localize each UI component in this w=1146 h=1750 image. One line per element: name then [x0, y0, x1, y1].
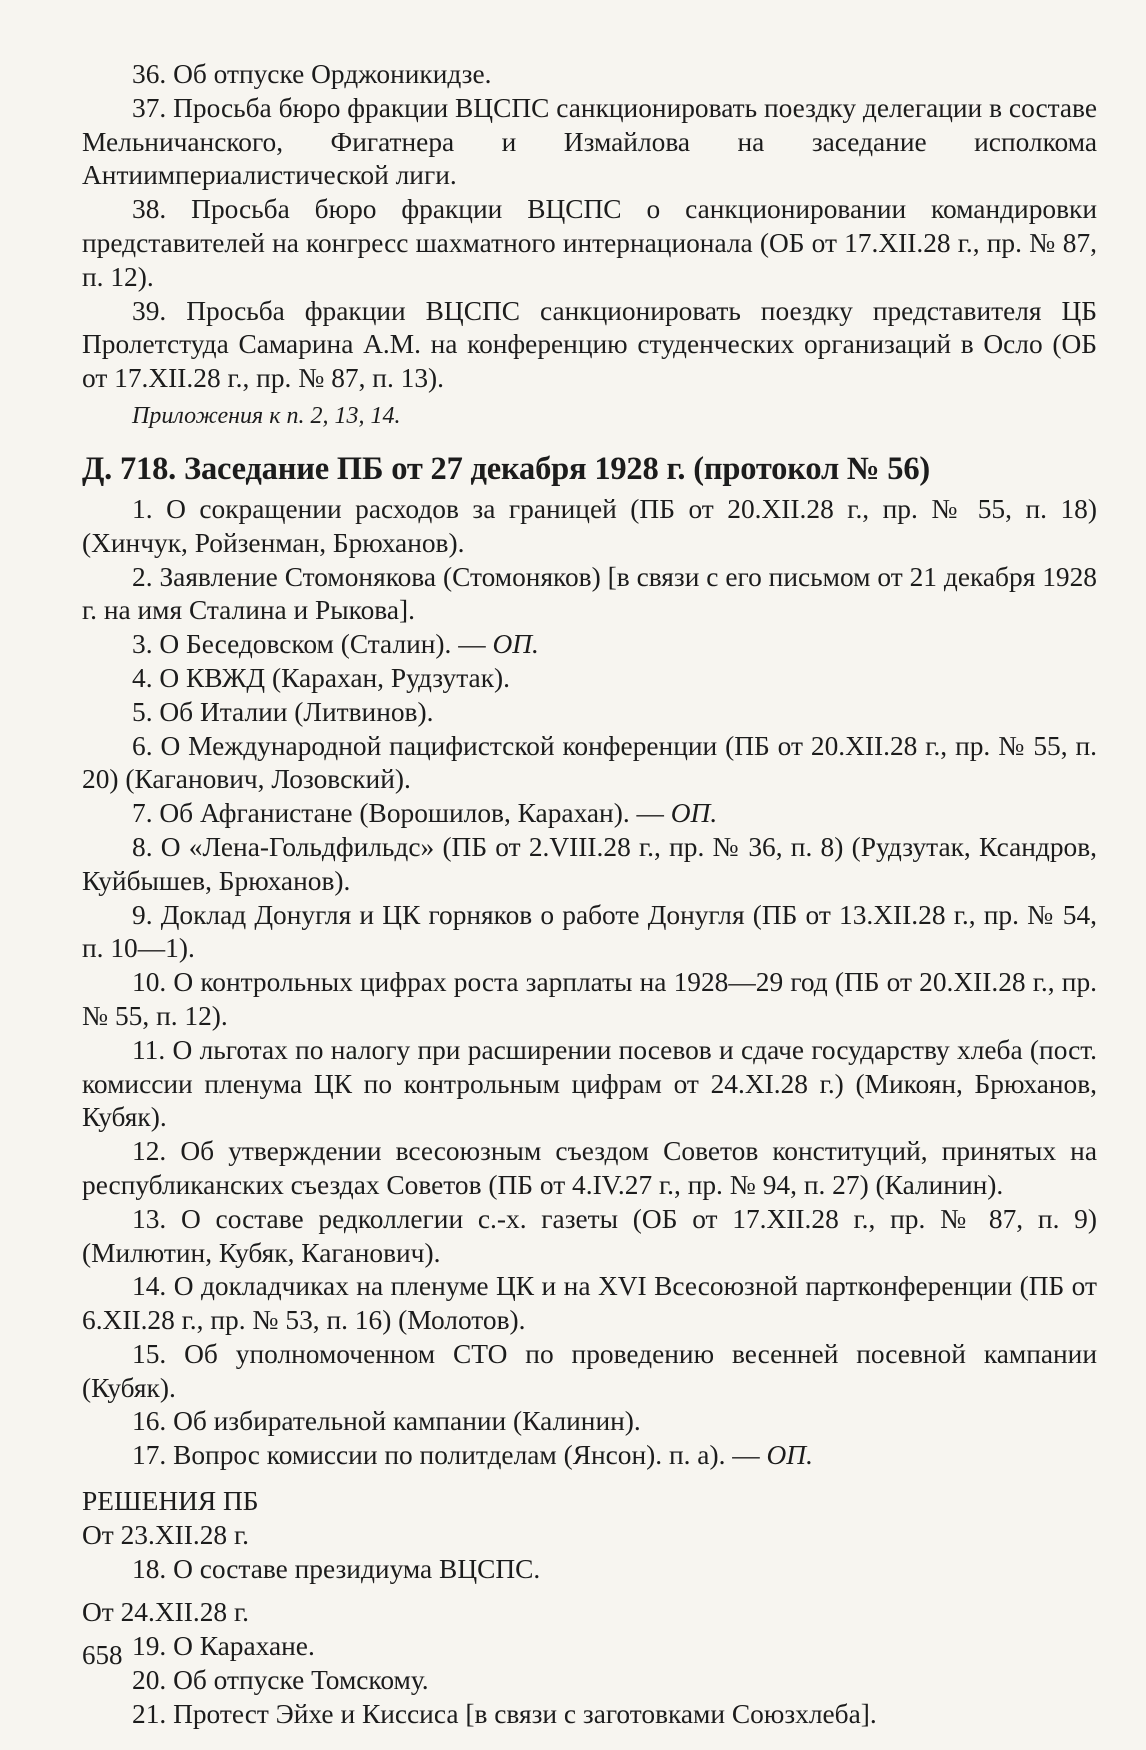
decision-item: 18. О составе президиума ВЦСПС. [132, 1553, 541, 1584]
decisions-heading: РЕШЕНИЯ ПБ [82, 1486, 259, 1517]
appendix-note: Приложения к п. 2, 13, 14. [132, 402, 401, 429]
agenda-item: 4. О КВЖД (Карахан, Рудзутак). [132, 662, 510, 693]
agenda-item: 11. О льготах по налогу при расширении посевов и сдаче государству хлеба (пост. комиссии пленума ЦК по контрольным цифрам от 24.XI.28 г.) (Микоян, Брюханов, Кубяк). [82, 1034, 1097, 1133]
op-mark: ОП. [670, 798, 718, 829]
section-title: Д. 718. Заседание ПБ от 27 декабря 1928 г. (протокол № 56) [82, 450, 931, 487]
decision-item: 19. О Карахане. [132, 1631, 315, 1662]
agenda-item: 5. Об Италии (Литвинов). [132, 696, 434, 727]
list-item: 37. Просьба бюро фракции ВЦСПС санкционировать поездку делегации в составе Мельничанского, Фигатнера и Измайлова на заседание исполкома Антиимпериалистической лиги. [82, 92, 1097, 191]
agenda-item: 9. Доклад Донугля и ЦК горняков о работе Донугля (ПБ от 13.XII.28 г., пр. № 54, п. 10—1). [82, 899, 1097, 964]
agenda-item: 14. О докладчиках на пленуме ЦК и на XVI Всесоюзной партконференции (ПБ от 6.XII.28 г., пр. № 53, п. 16) (Молотов). [82, 1271, 1097, 1336]
agenda-item: 7. Об Афганистане (Ворошилов, Карахан). — ОП. [132, 798, 718, 829]
page-number: 658 [82, 1640, 123, 1670]
list-item: 39. Просьба фракции ВЦСПС санкционировать поездку представителя ЦБ Пролетстуда Самарина А.М. на конференцию студенческих организаций в Осло (ОБ от 17.XII.28 г., пр. № 87, п. 13). [82, 295, 1097, 394]
agenda-item: 8. О «Лена-Гольдфильдс» (ПБ от 2.VIII.28 г., пр. № 36, п. 8) (Рудзутак, Ксандров, Куйбышев, Брюханов). [82, 831, 1097, 896]
op-mark: ОП. [766, 1440, 813, 1471]
decision-date: От 23.XII.28 г. [82, 1519, 249, 1550]
decision-date: От 24.XII.28 г. [82, 1597, 249, 1628]
decision-item: 21. Протест Эйхе и Киссиса [в связи с заготовками Союзхлеба]. [132, 1698, 877, 1729]
agenda-item: 16. Об избирательной кампании (Калинин). [132, 1406, 641, 1437]
decisions-list [82, 1519, 1097, 1732]
agenda-item: 2. Заявление Стомонякова (Стомоняков) [в связи с его письмом от 21 декабря 1928 г. на имя Сталина и Рыкова]. [82, 561, 1097, 626]
agenda-item: 15. Об уполномоченном СТО по проведению весенней посевной кампании (Кубяк). [82, 1338, 1097, 1403]
list-item: 38. Просьба бюро фракции ВЦСПС о санкционировании командировки представителей на конгресс шахматного интернационала (ОБ от 17.XII.28 г., пр. № 87, п. 12). [82, 194, 1097, 292]
agenda-item: 3. О Беседовском (Сталин). — ОП. [132, 629, 539, 660]
agenda-item: 6. О Международной пацифистской конференции (ПБ от 20.XII.28 г., пр. № 55, п. 20) (Каганович, Лозовский). [82, 730, 1097, 795]
agenda-item: 13. О составе редколлегии с.-х. газеты (ОБ от 17.XII.28 г., пр. № 87, п. 9) (Милютин, Кубяк, Каганович). [82, 1203, 1097, 1268]
agenda-item: 17. Вопрос комиссии по политделам (Янсон). п. а). — ОП. [132, 1440, 813, 1471]
list-item: 36. Об отпуске Орджоникидзе. [132, 59, 492, 89]
decision-item: 20. Об отпуске Томскому. [132, 1665, 429, 1696]
agenda-item: 1. О сокращении расходов за границей (ПБ от 20.XII.28 г., пр. № 55, п. 18) (Хинчук, Ройзенман, Брюханов). [82, 493, 1097, 558]
op-mark: ОП. [492, 629, 539, 660]
agenda-item: 10. О контрольных цифрах роста зарплаты на 1928—29 год (ПБ от 20.XII.28 г., пр. № 55, п. 12). [82, 967, 1097, 1031]
document-page [82, 58, 1097, 1732]
agenda-list [82, 493, 1097, 1473]
items-top [82, 58, 1097, 396]
agenda-item: 12. Об утверждении всесоюзным съездом Советов конституций, принятых на республиканских съездах Советов (ПБ от 4.IV.27 г., пр. № 94, п. 27) (Калинин). [82, 1136, 1097, 1200]
